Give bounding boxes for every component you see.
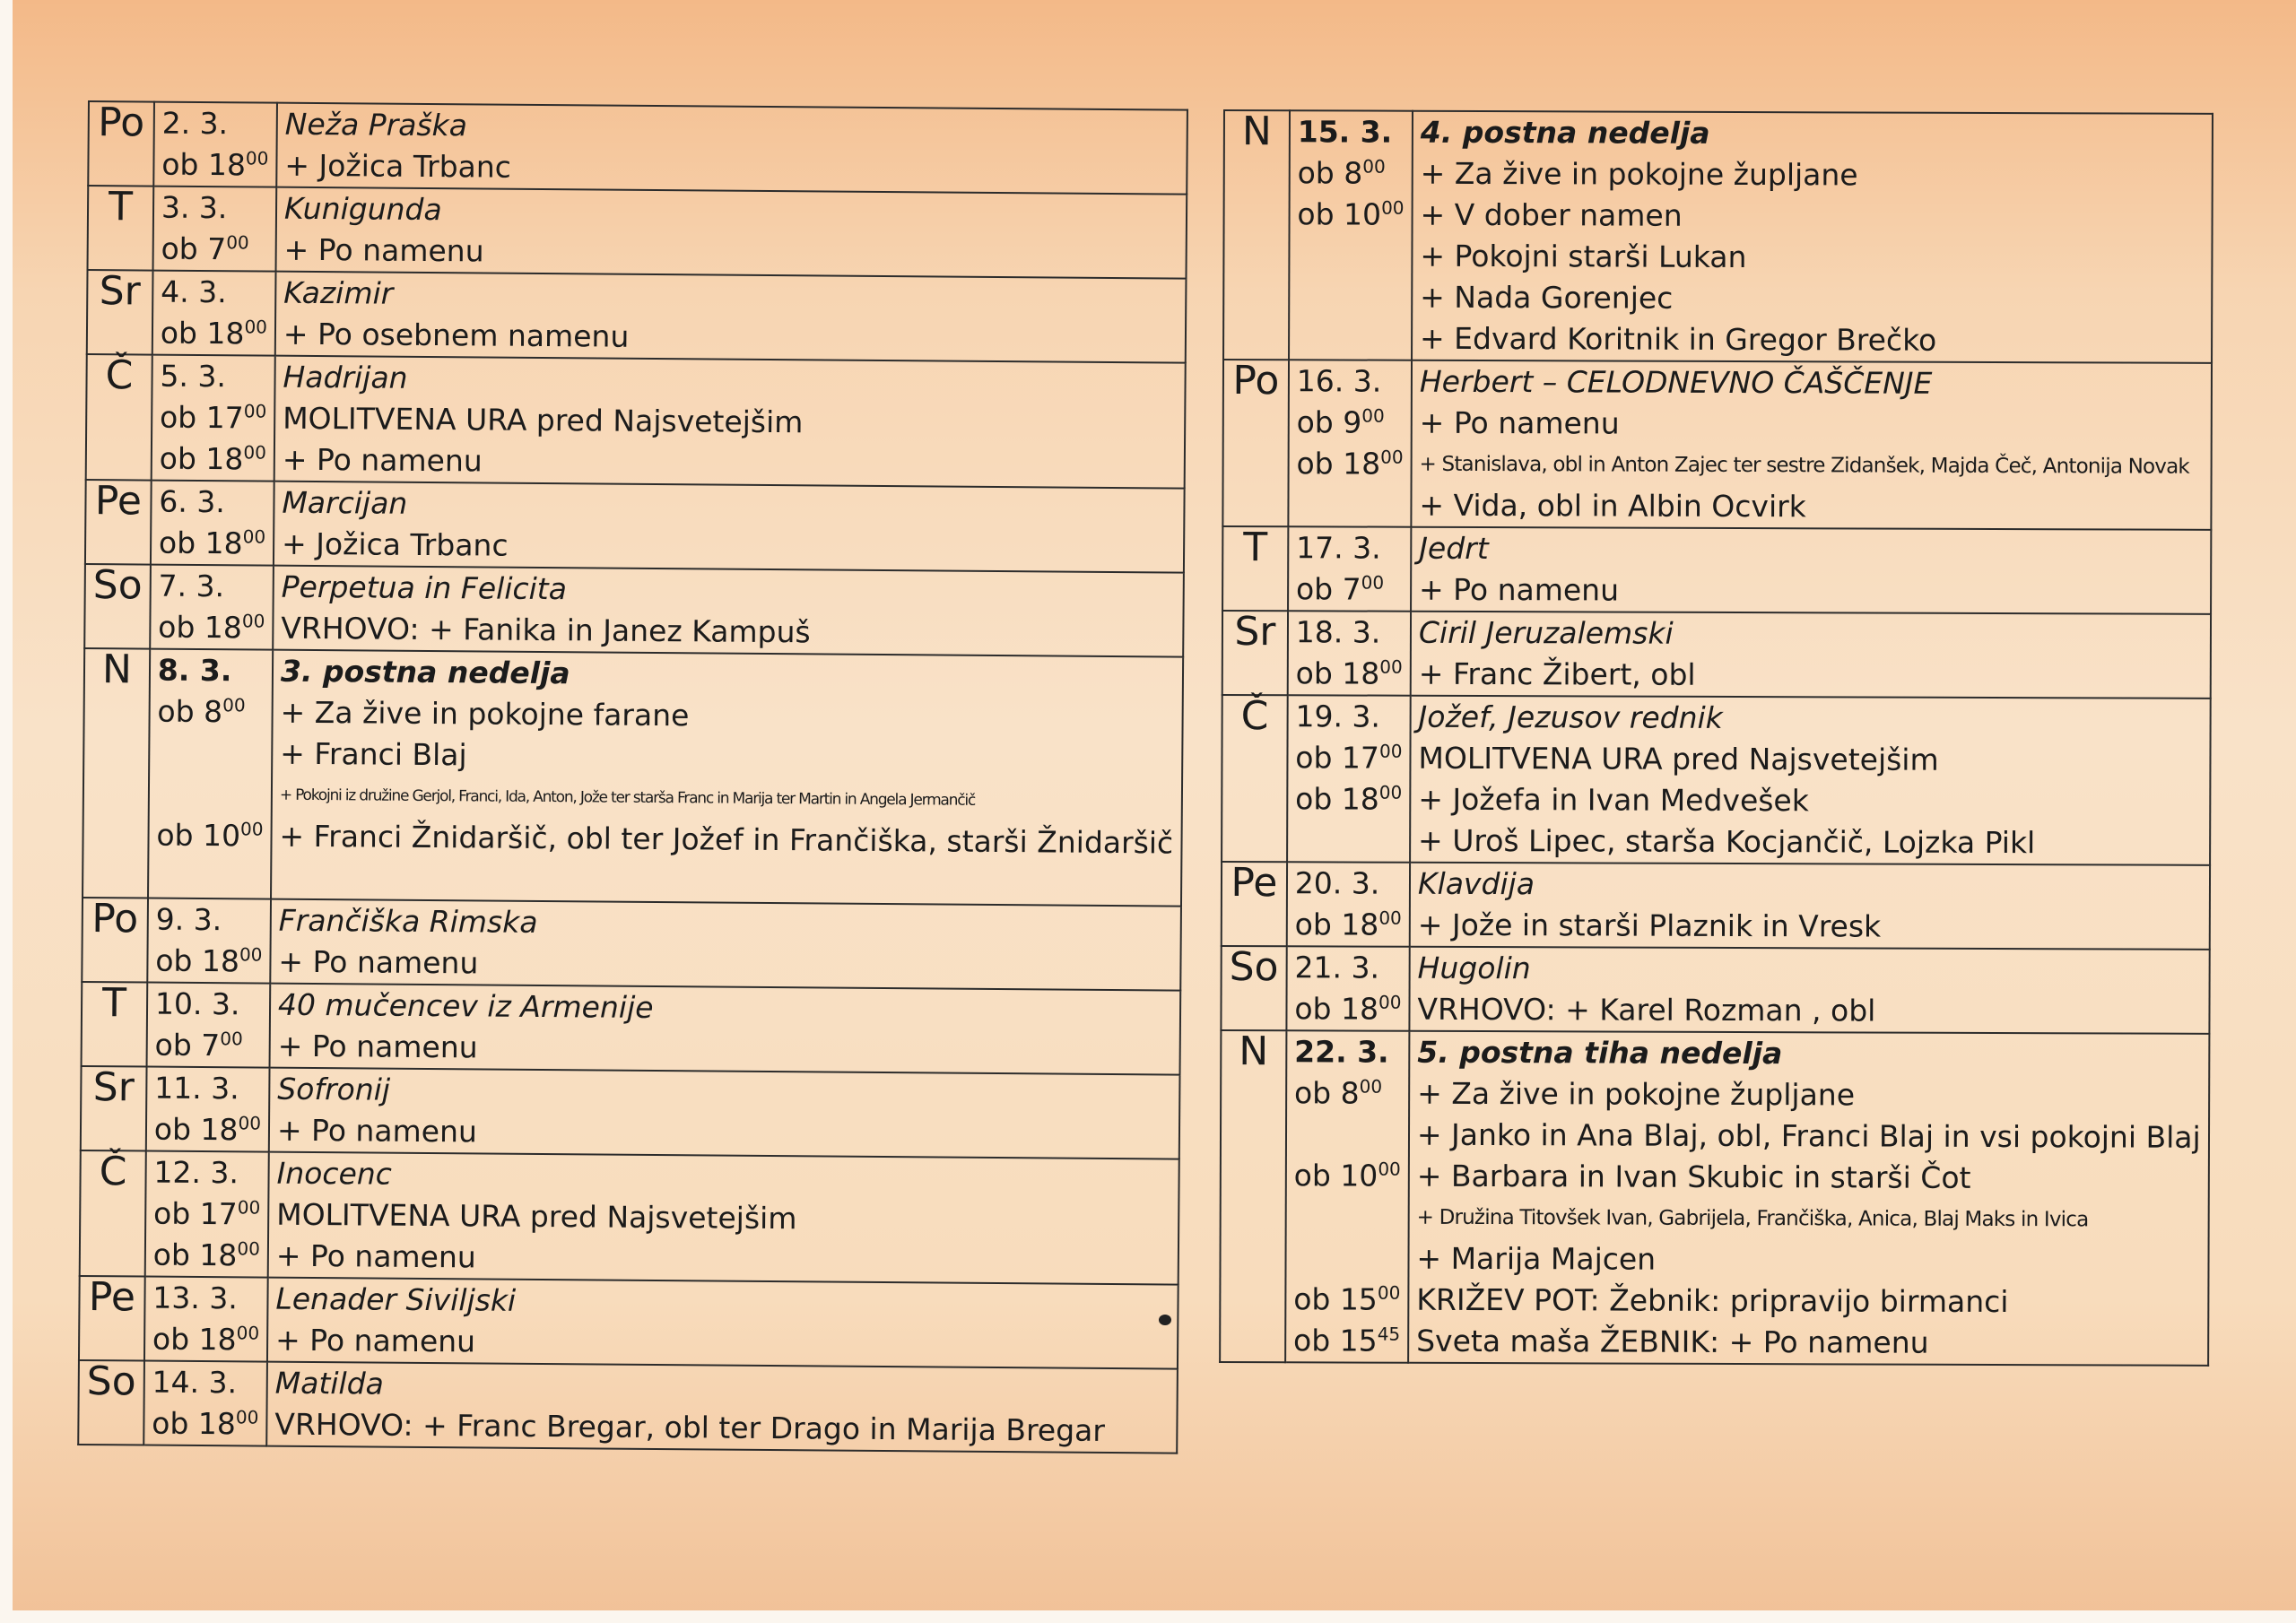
date-label: 16. 3. — [1296, 363, 1382, 399]
saint-name: Hadrijan — [283, 359, 408, 395]
saint-name: 40 mučencev iz Armenije — [277, 986, 654, 1025]
date-time-cell — [144, 1277, 268, 1362]
intention-cell — [276, 103, 1187, 195]
time-label: ob $15^{00}$ — [1293, 1281, 1401, 1317]
date-label: 2. 3. — [161, 105, 229, 142]
day-cell: T — [1222, 526, 1288, 611]
schedule-table-left — [77, 100, 1187, 1454]
intention-line: + Janko in Ana Blaj, obl, Franci Blaj in vsi pokojni Blaj — [1416, 1116, 2201, 1155]
saint-name: Hugolin — [1417, 950, 1531, 986]
saint-name: Inocenc — [276, 1155, 393, 1192]
date-label: 13. 3. — [152, 1280, 238, 1316]
schedule-row — [87, 270, 1186, 363]
time-label: ob $18^{00}$ — [155, 942, 263, 979]
saint-name: Perpetua in Felicita — [281, 568, 568, 607]
saint-name: Ciril Jeruzalemski — [1418, 614, 1674, 651]
date-time-cell — [152, 271, 276, 356]
intention-line: + Jože in starši Plaznik in Vresk — [1417, 907, 1882, 944]
day-cell: Pe — [79, 1276, 145, 1361]
saint-name: Marcijan — [282, 484, 408, 521]
intention-cell — [273, 566, 1183, 657]
schedule-row — [81, 1066, 1179, 1159]
schedule-row — [1222, 360, 2211, 530]
time-label: ob $15^{45}$ — [1292, 1323, 1401, 1358]
day-cell: Po — [88, 101, 154, 187]
day-cell: Č — [80, 1150, 146, 1277]
saint-name: Jožef, Jezusov rednik — [1418, 699, 1723, 735]
intention-cell — [275, 272, 1186, 363]
date-time-cell — [1287, 695, 1411, 862]
day-cell: Sr — [87, 270, 153, 355]
date-label: 10. 3. — [154, 985, 240, 1022]
paper-bottom-edge — [0, 1610, 2296, 1623]
intention-cell — [275, 187, 1186, 279]
date-time-cell — [1286, 946, 1409, 1030]
date-time-cell — [152, 187, 276, 272]
saint-name: Kunigunda — [283, 190, 442, 228]
time-label: ob $10^{00}$ — [1297, 196, 1405, 232]
schedule-row — [79, 1276, 1178, 1369]
intention-line: + Družina Titovšek Ivan, Gabrijela, Frančiška, Anica, Blaj Maks in Ivica — [1416, 1205, 2089, 1232]
intention-line: + Marija Majcen — [1416, 1240, 1657, 1277]
time-label: ob $10^{00}$ — [156, 817, 264, 854]
date-time-cell — [146, 1067, 270, 1152]
time-label: ob $7^{00}$ — [154, 1027, 243, 1063]
intention-line: + Po namenu — [283, 231, 484, 269]
date-label: 12. 3. — [153, 1154, 239, 1191]
intention-line: + Po namenu — [278, 943, 479, 981]
time-label — [157, 774, 264, 816]
intention-cell — [274, 356, 1186, 489]
time-label: ob $7^{00}$ — [161, 230, 249, 267]
day-cell: Po — [1222, 360, 1289, 526]
date-time-cell — [151, 481, 274, 566]
saint-name: Herbert – CELODNEVNO ČAŠČENJE — [1419, 363, 1933, 401]
time-label: ob $18^{00}$ — [152, 1405, 259, 1442]
date-time-cell — [1287, 862, 1410, 946]
date-label: 9. 3. — [155, 901, 222, 938]
time-label — [156, 856, 263, 898]
day-cell: N — [1220, 1030, 1286, 1362]
date-time-cell — [1285, 1030, 1409, 1362]
date-time-cell — [144, 1361, 267, 1446]
date-label: 4. 3. — [161, 273, 227, 310]
intention-line: + Franci Žnidaršič, obl ter Jožef in Frančiška, starši Žnidaršič — [279, 818, 1174, 861]
day-cell: Sr — [81, 1066, 147, 1151]
time-label: ob $8^{00}$ — [1293, 1075, 1383, 1111]
time-label: ob $17^{00}$ — [1295, 740, 1403, 776]
intention-line: Sveta maša ŽEBNIK: + Po namenu — [1416, 1323, 1929, 1360]
saint-name: Kazimir — [283, 274, 394, 311]
schedule-table-right — [1219, 109, 2213, 1367]
schedule-row — [1221, 946, 2209, 1034]
day-cell: Sr — [1222, 611, 1288, 695]
saint-name: Lenader Siviljski — [275, 1280, 517, 1318]
time-label: ob $17^{00}$ — [152, 1195, 261, 1232]
schedule-row — [78, 1360, 1177, 1454]
saint-name: Jedrt — [1419, 530, 1489, 567]
intention-line: + Po namenu — [1419, 571, 1620, 608]
intention-cell — [269, 984, 1179, 1075]
time-label: ob $8^{00}$ — [157, 693, 246, 730]
time-label: ob $18^{00}$ — [1295, 781, 1403, 817]
intention-cell — [1410, 863, 2210, 950]
schedule-row — [85, 480, 1184, 573]
intention-line: + Edvard Koritnik in Gregor Brečko — [1419, 320, 1937, 358]
intention-cell — [268, 1152, 1179, 1285]
date-time-cell — [145, 1151, 269, 1278]
time-label: ob $18^{00}$ — [160, 315, 268, 352]
intention-line: MOLITVENA URA pred Najsvetejšim — [276, 1196, 797, 1237]
time-label: ob $8^{00}$ — [1297, 155, 1386, 191]
time-label: ob $18^{00}$ — [1294, 991, 1402, 1027]
time-label: ob $18^{00}$ — [1296, 446, 1404, 482]
intention-line: + Po namenu — [1419, 404, 1620, 441]
schedule-row — [1222, 611, 2211, 699]
saint-name: 3. postna nedelja — [280, 653, 570, 691]
time-label: ob $18^{00}$ — [152, 1237, 260, 1273]
day-cell: Pe — [1222, 862, 1287, 946]
day-cell: T — [88, 186, 154, 271]
time-label: ob $9^{00}$ — [1296, 404, 1385, 440]
date-time-cell — [1288, 526, 1411, 611]
date-label: 22. 3. — [1294, 1034, 1389, 1070]
date-label: 14. 3. — [152, 1364, 238, 1401]
date-label: 20. 3. — [1294, 865, 1380, 901]
date-label: 6. 3. — [159, 483, 225, 520]
schedule-row — [1223, 110, 2213, 363]
day-cell: Č — [1222, 695, 1288, 862]
schedule-row — [82, 982, 1180, 1075]
time-label — [157, 733, 264, 775]
intention-line: + Za žive in pokojne župljane — [1417, 1075, 1856, 1113]
intention-line: MOLITVENA URA pred Najsvetejšim — [283, 400, 804, 440]
intention-line: + Po namenu — [275, 1237, 476, 1275]
saint-name: Klavdija — [1417, 865, 1535, 902]
schedule-row — [86, 354, 1186, 489]
time-label: ob $18^{00}$ — [1294, 907, 1402, 942]
intention-cell — [1408, 1031, 2209, 1366]
time-label: ob $17^{00}$ — [159, 399, 267, 436]
date-label: 19. 3. — [1295, 699, 1381, 734]
intention-cell — [274, 482, 1184, 573]
time-label: ob $18^{00}$ — [158, 609, 265, 646]
time-label: ob $18^{00}$ — [159, 440, 266, 477]
intention-cell — [1411, 527, 2211, 614]
day-cell: Po — [82, 898, 148, 983]
day-cell: N — [83, 648, 150, 898]
intention-line: KRIŽEV POT: Žebnik: pripravijo birmanci — [1416, 1281, 2009, 1320]
date-time-cell — [147, 898, 271, 984]
intention-line: + Jožica Trbanc — [284, 147, 512, 185]
intention-line: + V dober namen — [1420, 196, 1683, 233]
intention-cell — [1411, 360, 2211, 530]
intention-cell — [1411, 612, 2211, 699]
schedule-row — [1222, 526, 2211, 614]
schedule-row — [88, 101, 1187, 195]
intention-line: + Po namenu — [282, 441, 483, 479]
schedule-row — [1222, 862, 2210, 950]
intention-line: + Po namenu — [276, 1112, 478, 1150]
intention-cell — [1409, 947, 2209, 1034]
schedule-row — [84, 564, 1183, 657]
paper-left-edge — [0, 0, 13, 1623]
day-cell: So — [78, 1360, 144, 1445]
saint-name: Frančiška Rimska — [278, 902, 538, 940]
date-time-cell — [1288, 611, 1411, 695]
date-label: 3. 3. — [161, 189, 228, 226]
schedule-row — [88, 186, 1187, 279]
date-time-cell — [150, 565, 274, 650]
intention-line: + Za žive in pokojne župljane — [1420, 155, 1858, 193]
date-label: 18. 3. — [1295, 614, 1381, 650]
intention-cell — [1410, 696, 2210, 865]
intention-line: + Pokojni iz družine Gerjol, Franci, Ida, Anton, Jože ter starša Franc in Marija ter Martin in Angela Jermančič — [279, 785, 976, 810]
intention-line: + Nada Gorenjec — [1420, 279, 1674, 316]
intention-line: + Po namenu — [274, 1322, 476, 1359]
time-label — [1293, 1237, 1400, 1279]
time-label — [1294, 1114, 1401, 1155]
time-label: ob $18^{00}$ — [153, 1111, 262, 1148]
intention-line: + Uroš Lipec, starša Kocjančič, Lojzka Pikl — [1418, 822, 2036, 861]
date-label: 5. 3. — [160, 358, 227, 395]
day-cell: Pe — [85, 480, 152, 565]
time-label: ob $18^{00}$ — [161, 146, 269, 183]
intention-line: + Jožica Trbanc — [281, 525, 509, 563]
date-label: 7. 3. — [158, 568, 225, 604]
date-label: 11. 3. — [154, 1070, 239, 1107]
date-label: 21. 3. — [1294, 950, 1380, 985]
date-time-cell — [153, 102, 277, 187]
intention-line: + Za žive in pokojne farane — [280, 694, 690, 733]
saint-name: Neža Praška — [284, 106, 468, 143]
time-label: ob $18^{00}$ — [158, 525, 266, 561]
intention-cell — [1412, 111, 2213, 363]
intention-line: + Franc Žibert, obl — [1418, 655, 1696, 692]
intention-cell — [269, 1068, 1179, 1159]
date-time-cell — [146, 983, 270, 1068]
day-cell: So — [84, 564, 151, 649]
intention-line: + Franci Blaj — [280, 735, 467, 773]
schedule-row — [83, 648, 1183, 907]
intention-line: MOLITVENA URA pred Najsvetejšim — [1418, 740, 1939, 777]
saint-name: 4. postna nedelja — [1420, 114, 1710, 151]
time-label: ob $18^{00}$ — [152, 1321, 260, 1358]
schedule-row — [1222, 695, 2210, 865]
intention-line: + Stanislava, obl in Anton Zajec ter sestre Zidanšek, Majda Čeč, Antonija Novak — [1419, 452, 2190, 479]
intention-line: + Pokojni starši Lukan — [1420, 238, 1747, 275]
date-label: 15. 3. — [1297, 114, 1393, 150]
time-label: ob $7^{00}$ — [1295, 571, 1385, 607]
saint-name: Matilda — [274, 1365, 385, 1402]
intention-line: + Jožefa in Ivan Medvešek — [1418, 781, 1809, 819]
day-cell: So — [1221, 946, 1286, 1030]
day-cell: Č — [86, 354, 152, 481]
day-cell: N — [1223, 110, 1290, 360]
intention-line: + Po namenu — [277, 1028, 478, 1065]
intention-cell — [271, 650, 1183, 907]
intention-cell — [266, 1362, 1177, 1454]
intention-line: VRHOVO: + Franc Bregar, obl ter Drago in Marija Bregar — [274, 1406, 1106, 1448]
date-time-cell — [148, 649, 273, 899]
date-label: 17. 3. — [1296, 530, 1381, 566]
intention-line: + Vida, obl in Albin Ocvirk — [1419, 487, 1806, 525]
day-cell: T — [82, 982, 148, 1067]
date-label: 8. 3. — [157, 652, 232, 689]
schedule-row — [1220, 1030, 2209, 1366]
ink-spot — [1159, 1315, 1171, 1325]
intention-line: + Po osebnem namenu — [283, 316, 630, 354]
time-label: ob $18^{00}$ — [1295, 655, 1403, 691]
date-time-cell — [152, 355, 275, 482]
intention-line: VRHOVO: + Karel Rozman , obl — [1417, 991, 1876, 1028]
saint-name: Sofronij — [277, 1071, 391, 1107]
intention-line: VRHOVO: + Fanika in Janez Kampuš — [281, 610, 811, 650]
date-time-cell — [1289, 110, 1413, 360]
schedule-row — [80, 1150, 1179, 1285]
schedule-row — [82, 898, 1180, 991]
time-label — [1293, 1196, 1400, 1237]
date-time-cell — [1288, 360, 1412, 526]
intention-cell — [270, 899, 1180, 991]
saint-name: 5. postna tiha nedelja — [1417, 1034, 1783, 1072]
intention-line: + Barbara in Ivan Skubic in starši Čot — [1416, 1158, 1971, 1195]
time-label: ob $10^{00}$ — [1293, 1158, 1401, 1193]
intention-cell — [267, 1278, 1178, 1369]
